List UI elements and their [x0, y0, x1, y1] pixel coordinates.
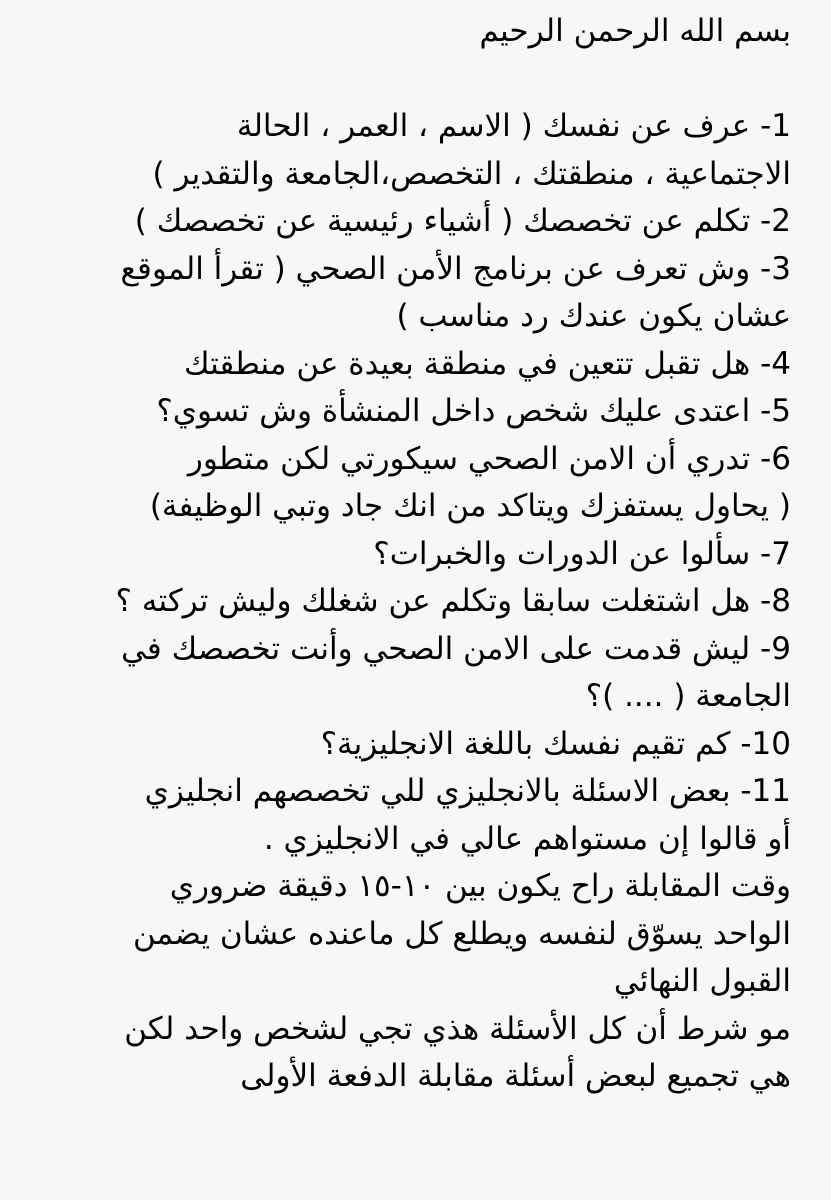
note-disclaimer-line-2: هي تجميع لبعض أسئلة مقابلة الدفعة الأولى: [240, 1058, 791, 1094]
question-10: 10- كم تقيم نفسك باللغة الانجليزية؟: [320, 725, 791, 762]
question-1-line-2: الاجتماعية ، منطقتك ، التخصص،الجامعة والتقدير ): [152, 155, 791, 192]
question-8: 8- هل اشتغلت سابقا وتكلم عن شغلك وليش تركته ؟: [115, 583, 791, 619]
question-9-line-2: الجامعة ( .... )؟: [585, 678, 791, 714]
question-3-line-1: 3- وش تعرف عن برنامج الأمن الصحي ( تقرأ الموقع: [120, 250, 791, 287]
question-4: 4- هل تقبل تتعين في منطقة بعيدة عن منطقتك: [183, 345, 791, 382]
question-7: 7- سألوا عن الدورات والخبرات؟: [373, 535, 791, 572]
question-6-line-1: 6- تدري أن الامن الصحي سيكورتي لكن متطور: [187, 440, 791, 477]
question-2: 2- تكلم عن تخصصك ( أشياء رئيسية عن تخصصك ): [134, 203, 791, 239]
question-1-line-1: 1- عرف عن نفسك ( الاسم ، العمر ، الحالة: [236, 108, 791, 144]
blank-line: [44, 56, 791, 104]
question-11-line-2: أو قالوا إن مستواهم عالي في الانجليزي .: [263, 820, 791, 857]
question-9-line-1: 9- ليش قدمت على الامن الصحي وأنت تخصصك في: [121, 630, 791, 667]
question-5: 5- اعتدى عليك شخص داخل المنشأة وش تسوي؟: [156, 393, 791, 429]
note-text: [44, 8, 791, 1101]
question-6-line-2: ( يحاول يستفزك ويتاكد من انك جاد وتبي الوظيفة): [149, 488, 791, 524]
basmala-title: بسم الله الرحمن الرحيم: [479, 13, 791, 49]
note-duration-line-2: الواحد يسوّق لنفسه ويطلع كل ماعنده عشان يضمن: [132, 915, 791, 952]
note-duration-line-3: القبول النهائي: [613, 963, 791, 999]
question-11-line-1: 11- بعض الاسئلة بالانجليزي للي تخصصهم انجليزي: [144, 773, 791, 809]
question-3-line-2: عشان يكون عندك رد مناسب ): [396, 298, 791, 334]
note-duration-line-1: وقت المقابلة راح يكون بين ١٠-١٥ دقيقة ضروري: [169, 868, 791, 904]
note-disclaimer-line-1: مو شرط أن كل الأسئلة هذي تجي لشخص واحد لكن: [124, 1010, 791, 1047]
